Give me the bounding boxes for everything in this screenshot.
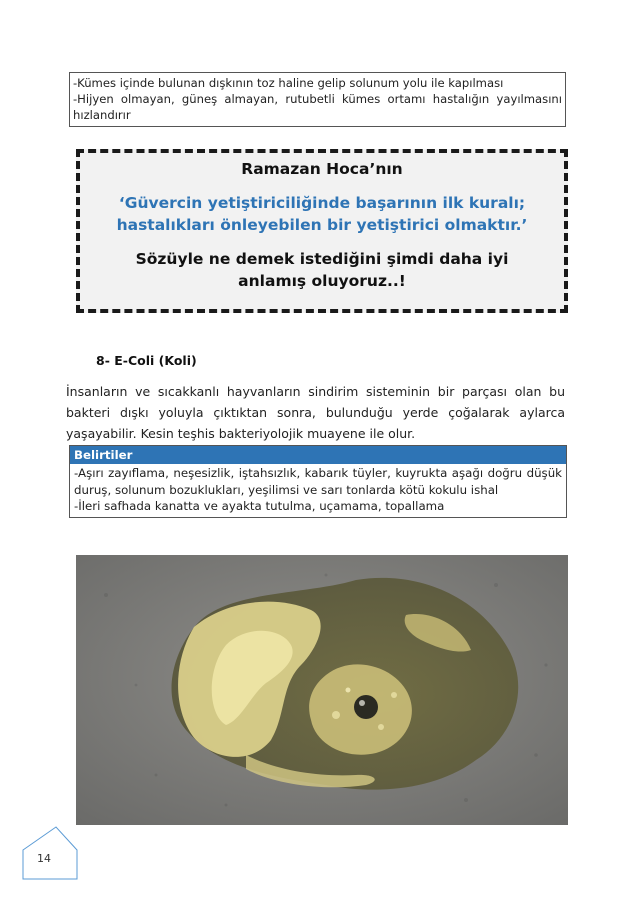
transmission-line-1: -Kümes içinde bulunan dışkının toz haline gelip solunum yolu ile kapılması [73,76,504,90]
page-number: 14 [37,852,51,865]
symptom-line-1: -Aşırı zayıflama, neşesizlik, iştahsızlık, kabarık tüyler, kuyrukta aşağı doğru düşük duruş, solunum bozuklukları, yeşilimsi ve sarı tonlarda kötü kokulu ishal [74,466,562,497]
symptoms-box [69,445,567,518]
quote-callout [76,149,568,313]
diarrhea-droppings-photo [76,555,568,825]
section-intro: İnsanların ve sıcakkanlı hayvanların sindirim sisteminin bir parçası olan bu bakteri dışkı yoluyla çıktıktan sonra, bulunduğu yerde çoğalarak aylarca yaşayabilir. Kesin teşhis bakteriyolojik muayene ile olur. [66,384,565,441]
symptoms-body [70,464,566,517]
quote-text: ‘Güvercin yetiştiriciliğinde başarının ilk kuralı; hastalıkları önleyebilen bir yetiştirici olmaktır.’ [116,194,528,234]
section-title: 8- E-Coli (Koli) [96,353,197,368]
quote-follow-text: Sözüyle ne demek istediğini şimdi daha iyi anlamış oluyoruz..! [135,250,509,290]
symptom-line-2: -İleri safhada kanatta ve ayakta tutulma, uçamama, topallama [74,499,445,513]
transmission-line-2: -Hijyen olmayan, güneş almayan, rutubetli kümes ortamı hastalığın yayılmasını hızlandırır [73,92,562,122]
symptoms-header: Belirtiler [70,446,566,464]
transmission-notes-box [69,72,566,127]
quote-title: Ramazan Hoca’nın [241,160,403,178]
